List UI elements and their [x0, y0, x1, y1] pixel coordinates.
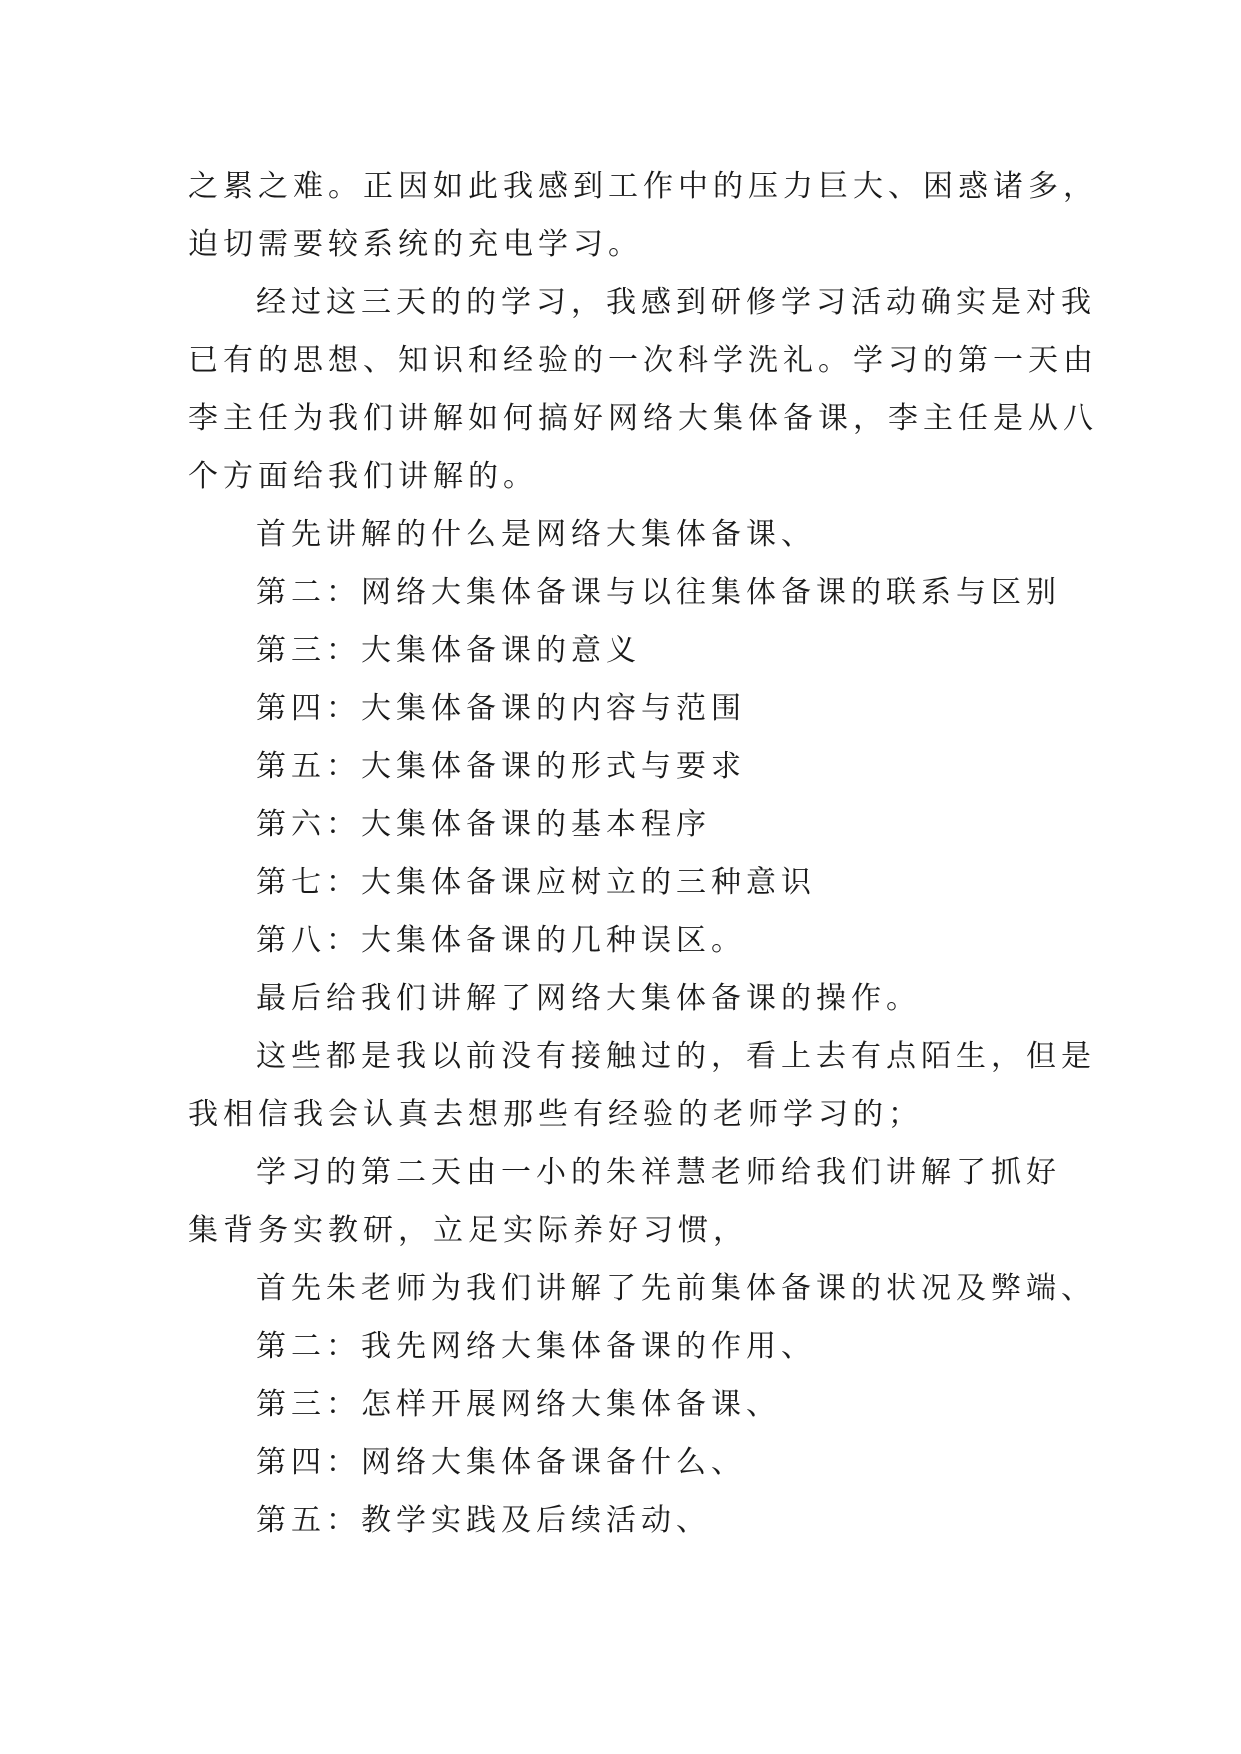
paragraph-line: 最后给我们讲解了网络大集体备课的操作。 [256, 981, 921, 1016]
paragraph-line: 这些都是我以前没有接触过的，看上去有点陌生，但是 [256, 1039, 1096, 1074]
paragraph-line: 第四：大集体备课的内容与范围 [256, 691, 746, 726]
paragraph-line: 迫切需要较系统的充电学习。 [188, 227, 643, 262]
paragraph-line: 集背务实教研，立足实际养好习惯， [188, 1213, 748, 1248]
paragraph-line: 第六：大集体备课的基本程序 [256, 807, 711, 842]
paragraph-line: 已有的思想、知识和经验的一次科学洗礼。学习的第一天由 [188, 343, 1098, 378]
paragraph-line: 第四：网络大集体备课备什么、 [256, 1445, 746, 1480]
paragraph-line: 第五：大集体备课的形式与要求 [256, 749, 746, 784]
paragraph-line: 我相信我会认真去想那些有经验的老师学习的； [188, 1097, 923, 1132]
paragraph-line: 第八：大集体备课的几种误区。 [256, 923, 746, 958]
paragraph-line: 第二：我先网络大集体备课的作用、 [256, 1329, 816, 1364]
paragraph-line: 第七：大集体备课应树立的三种意识 [256, 865, 816, 900]
paragraph-line: 首先朱老师为我们讲解了先前集体备课的状况及弊端、 [256, 1271, 1096, 1306]
paragraph-line: 首先讲解的什么是网络大集体备课、 [256, 517, 816, 552]
paragraph-line: 第二：网络大集体备课与以往集体备课的联系与区别 [256, 575, 1061, 610]
document-body [188, 158, 1098, 1550]
paragraph-line: 学习的第二天由一小的朱祥慧老师给我们讲解了抓好 [256, 1155, 1061, 1190]
paragraph-line: 之累之难。正因如此我感到工作中的压力巨大、困惑诸多， [188, 169, 1098, 204]
paragraph-line: 第三：怎样开展网络大集体备课、 [256, 1387, 781, 1422]
paragraph-line: 个方面给我们讲解的。 [188, 459, 538, 494]
paragraph-line: 第三：大集体备课的意义 [256, 633, 641, 668]
paragraph-line: 经过这三天的的学习，我感到研修学习活动确实是对我 [256, 285, 1096, 320]
paragraph-line: 第五：教学实践及后续活动、 [256, 1503, 711, 1538]
paragraph-line: 李主任为我们讲解如何搞好网络大集体备课，李主任是从八 [188, 401, 1098, 436]
